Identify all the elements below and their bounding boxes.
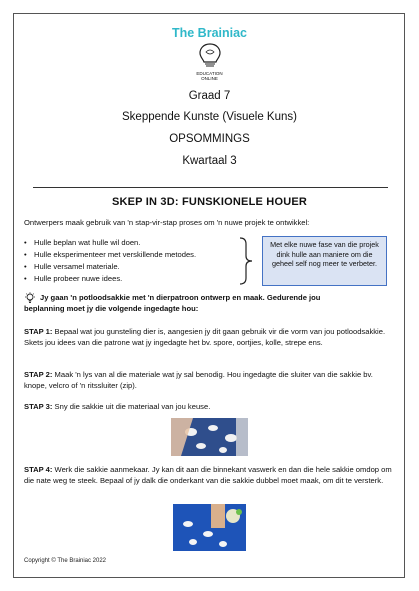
list-item: • Hulle beplan wat hulle wil doen.: [24, 238, 141, 247]
lightbulb-icon: [24, 292, 36, 304]
step-4: STAP 4: Werk die sakkie aanmekaar. Jy kan dit aan die binnekant vaswerk en dan die hele sakkie omdop om die nate weg te steek. Bepaal of jy dalk die onderkant van die sakkie dubbel moet maak, om dit te versterk.: [24, 465, 392, 485]
step-3: STAP 3: Sny die sakkie uit die materiaal van jou keuse.: [24, 402, 211, 411]
copyright: Copyright © The Brainiac 2022: [24, 558, 107, 564]
section-title: SKEP IN 3D: FUNSKIONELE HOUER: [111, 196, 308, 208]
list-item: • Hulle versamel materiale.: [24, 262, 120, 271]
brand-title: The Brainiac: [171, 26, 248, 40]
lightbulb-logo-icon: [196, 42, 224, 74]
logo-text-2: ONLINE: [201, 76, 218, 81]
logo-text-1: EDUCATION: [196, 71, 223, 76]
subject-heading: Skeppende Kunste (Visuele Kuns): [122, 111, 297, 123]
step-2: STAP 2: Maak 'n lys van al die materiale wat jy sal benodig. Hou ingedagte die sluiter van die sakkie bv. knope, velcro of 'n ritssluiter (zip).: [24, 370, 373, 390]
step-1: STAP 1: Bepaal wat jou gunsteling dier is, aangesien jy dit gaan gebruik vir die vorm van jou potloodsakkie. Skets jou idees van die patrone wat jy ingedagte het bv. spore, oortjies, kolle, strepe ens.: [24, 327, 386, 347]
task-line-1: Jy gaan 'n potloodsakkie met 'n dierpatroon ontwerp en maak. Gedurende jou: [40, 293, 321, 302]
task-line-2: beplanning moet jy die volgende ingedagte hou:: [24, 304, 199, 313]
list-item: • Hulle eksperimenteer met verskillende metodes.: [24, 250, 197, 259]
curly-brace-icon: [238, 236, 256, 286]
callout-box: Met elke nuwe fase van die projek dink hulle aan maniere om die geheel self nog meer te verbeter.: [262, 236, 387, 286]
term-heading: Kwartaal 3: [182, 155, 237, 167]
grade-heading: Graad 7: [188, 90, 231, 102]
list-item: • Hulle probeer nuwe idees.: [24, 274, 123, 283]
divider: [33, 187, 388, 188]
intro-paragraph: Ontwerpers maak gebruik van 'n stap-vir-stap proses om 'n nuwe projek te ontwikkel:: [24, 218, 310, 227]
summaries-heading: OPSOMMINGS: [169, 133, 250, 145]
sewing-photo: [173, 504, 246, 551]
fabric-cutting-photo: [171, 418, 248, 456]
